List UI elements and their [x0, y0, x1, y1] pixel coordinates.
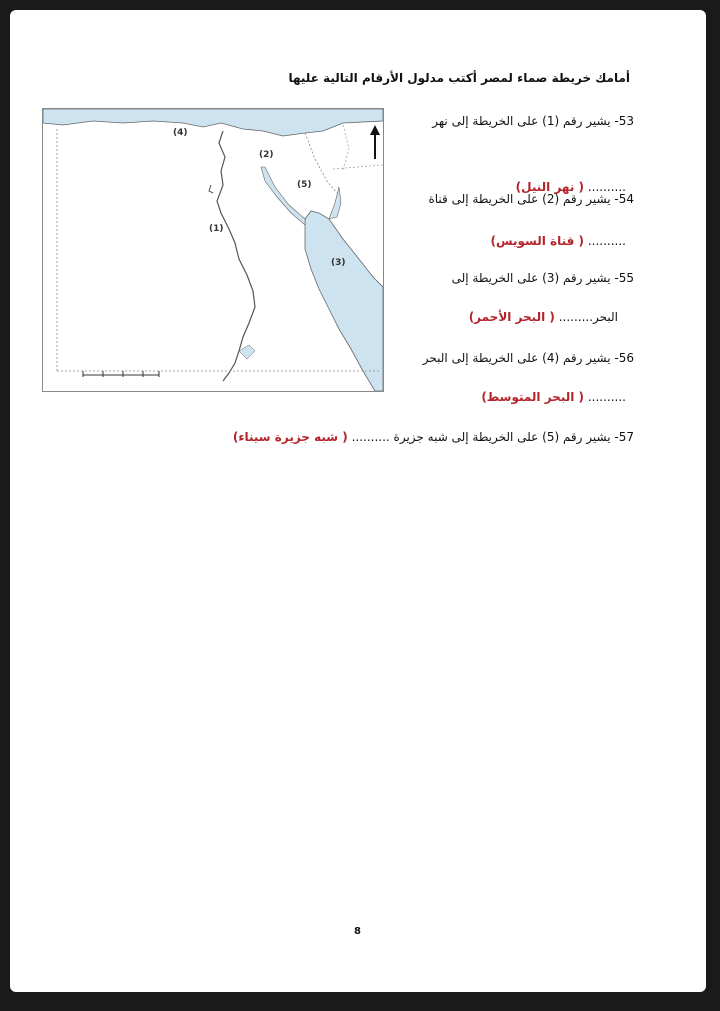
lake-nasser: [239, 345, 255, 359]
map-label-1: (1): [209, 224, 224, 234]
red-sea: [305, 211, 383, 391]
nile-river: [217, 131, 255, 381]
egypt-map: [42, 108, 384, 392]
question-55: 55- يشير رقم (3) على الخريطة إلى: [451, 271, 634, 285]
question-57: [233, 430, 634, 444]
page-number: 8: [354, 926, 361, 937]
photo-bottom-edge: [0, 993, 720, 1011]
answer-text: ( البحر الأحمر): [468, 310, 555, 324]
map-label-5: (5): [297, 180, 312, 190]
answer-prefix: البحر.........: [558, 310, 618, 324]
answer-54: [491, 234, 626, 248]
question-text: 57- يشير رقم (5) على الخريطة إلى شبه جزيرة ..........: [351, 430, 634, 444]
gulf-of-suez: [261, 167, 305, 225]
mediterranean-sea: [43, 109, 383, 136]
map-label-2: (2): [259, 150, 274, 160]
map-label-4: (4): [173, 128, 188, 138]
question-53: 53- يشير رقم (1) على الخريطة إلى نهر: [432, 114, 634, 128]
map-label-3: (3): [331, 258, 346, 268]
answer-56: [481, 390, 626, 404]
question-56: 56- يشير رقم (4) على الخريطة إلى البحر: [422, 351, 634, 365]
answer-text: ( شبه جزيرة سيناء): [232, 430, 348, 444]
answer-dots: ..........: [587, 234, 626, 248]
map-drawing: [43, 109, 383, 391]
question-54: 54- يشير رقم (2) على الخريطة إلى قناة: [428, 192, 634, 206]
document-page: [10, 10, 706, 992]
north-arrow-icon: [370, 125, 380, 159]
gulf-of-aqaba: [329, 187, 341, 219]
scale-bar-icon: [83, 371, 159, 377]
answer-dots: ..........: [587, 390, 626, 404]
answer-dots: ..........: [587, 180, 626, 194]
page-heading: أمامك خريطة صماء لمصر أكتب مدلول الأرقام التالية عليها: [288, 71, 630, 85]
answer-text: ( قناة السويس): [490, 234, 585, 248]
east-dashed-2: [343, 125, 349, 171]
answer-text: ( البحر المتوسط): [481, 390, 585, 404]
oasis-mark: [209, 185, 213, 193]
east-dashed: [333, 165, 383, 169]
answer-55: [469, 310, 618, 324]
answer-text: ( نهر النيل): [515, 180, 585, 194]
